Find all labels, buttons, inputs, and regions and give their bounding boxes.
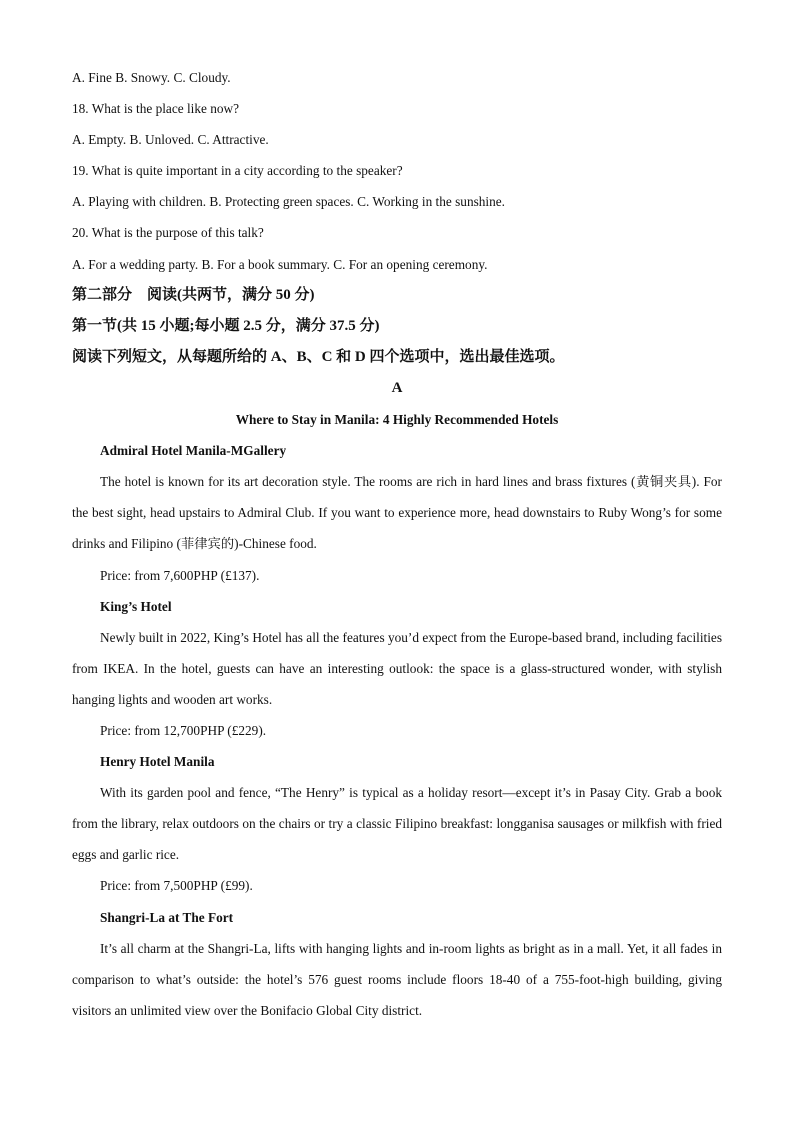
hotel-section xyxy=(72,591,722,746)
hotel-name: Henry Hotel Manila xyxy=(100,754,215,770)
hotel-price: Price: from 7,600PHP (£137). xyxy=(100,567,260,583)
q18-question: 18. What is the place like now? xyxy=(72,101,240,117)
article-title: Where to Stay in Manila: 4 Highly Recommended Hotels xyxy=(235,412,559,428)
hotel-description: With its garden pool and fence, “The Henry” is typical as a holiday resort—except it’s in Pasay City. Grab a book from the library, relax outdoors on the chairs or try a classic Filipino breakfast: longganisa sausages or milkfish with fried eggs and garlic rice. xyxy=(72,785,722,863)
hotel-description: The hotel is known for its art decoration style. The rooms are rich in hard lines and brass fixtures (黄铜夹具). For the best sight, head upstairs to Admiral Club. If you want to experience more, head downstairs to Ruby Wong’s for some drinks and Filipino (菲律宾的)-Chinese food. xyxy=(72,474,722,552)
q19-question: 19. What is quite important in a city according to the speaker? xyxy=(72,163,403,179)
hotel-name: King’s Hotel xyxy=(100,598,172,614)
hotel-section xyxy=(72,746,722,901)
section-heading: 第一节(共 15 小题;每小题 2.5 分，满分 37.5 分) xyxy=(72,317,380,334)
hotel-name: Shangri-La at The Fort xyxy=(100,909,234,925)
hotel-section xyxy=(72,435,722,590)
hotel-description: Newly built in 2022, King’s Hotel has all the features you’d expect from the Europe-based brand, including facilities from IKEA. In the hotel, guests can have an interesting outlook: the space is a glass-structured wonder, with stylish hanging lights and wooden art works. xyxy=(72,629,722,707)
q18-options: A. Empty. B. Unloved. C. Attractive. xyxy=(72,132,269,148)
document-page xyxy=(72,62,722,1026)
q20-question: 20. What is the purpose of this talk? xyxy=(72,225,264,241)
hotel-price: Price: from 7,500PHP (£99). xyxy=(100,878,253,894)
q20-options: A. For a wedding party. B. For a book summary. C. For an opening ceremony. xyxy=(72,256,488,272)
q17-options: A. Fine B. Snowy. C. Cloudy. xyxy=(72,70,231,85)
hotel-price: Price: from 12,700PHP (£229). xyxy=(100,722,267,738)
passage-label: A xyxy=(391,379,403,396)
q19-options: A. Playing with children. B. Protecting green spaces. C. Working in the sunshine. xyxy=(72,194,505,210)
instructions: 阅读下列短文，从每题所给的 A、B、C 和 D 四个选项中，选出最佳选项。 xyxy=(72,348,565,365)
part-heading: 第二部分 阅读(共两节，满分 50 分) xyxy=(72,286,315,303)
hotel-name: Admiral Hotel Manila-MGallery xyxy=(100,443,287,459)
hotel-description: It’s all charm at the Shangri-La, lifts with hanging lights and in-room lights as bright as in a mall. Yet, it all fades in comparison to what’s outside: the hotel’s 576 guest rooms include floors 18-40 of a 755-foot-high building, giving visitors an unlimited view over the Bonifacio Global City district. xyxy=(72,940,722,1018)
hotel-section xyxy=(72,902,722,1026)
